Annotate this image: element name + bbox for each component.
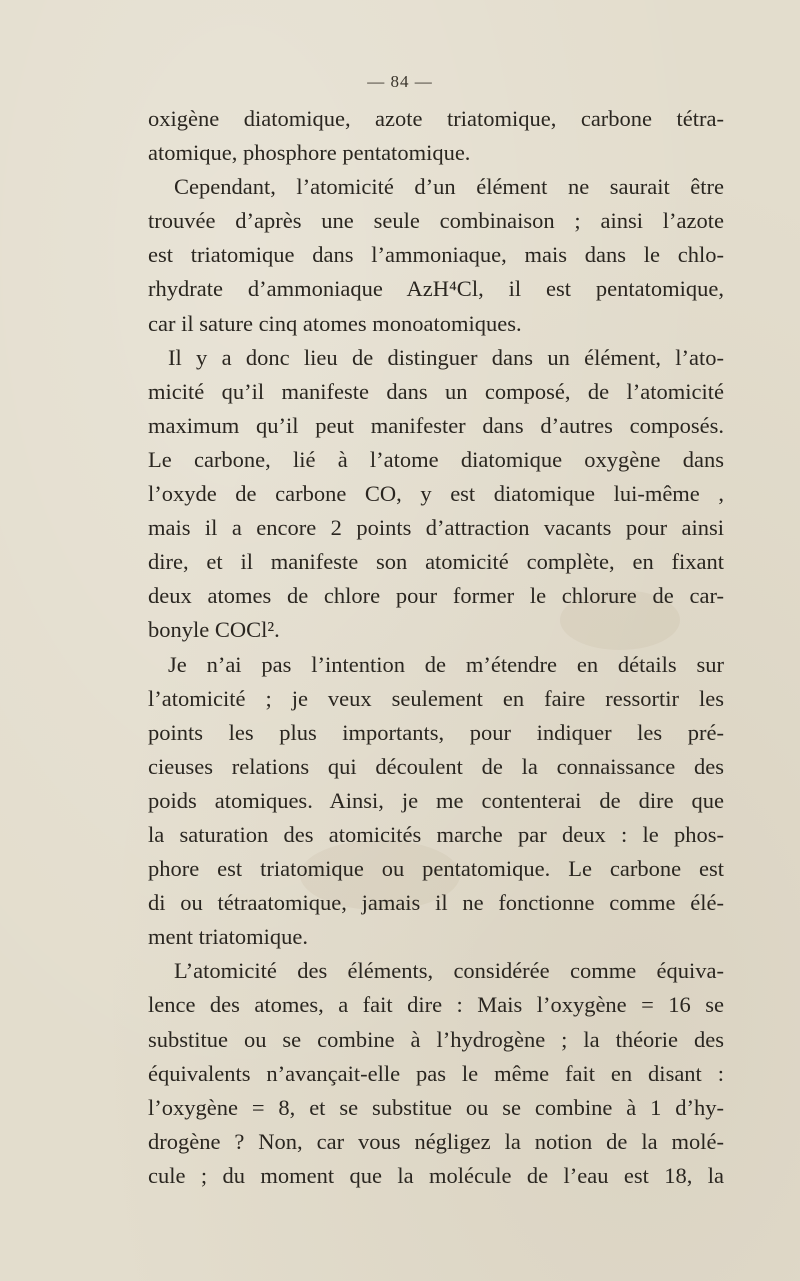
body-text bbox=[148, 102, 724, 1193]
text-line: poids atomiques. Ainsi, je me contenterai de dire que bbox=[148, 787, 724, 813]
text-line: l’oxyde de carbone CO, y est diatomique lui-même , bbox=[148, 481, 724, 507]
text-line: cule ; du moment que la molécule de l’eau est 18, la bbox=[148, 1162, 724, 1188]
text-line: micité qu’il manifeste dans un composé, de l’atomicité bbox=[148, 378, 724, 404]
text-line: atomique, phosphore pentatomique. bbox=[148, 140, 471, 166]
text-line: la saturation des atomicités marche par deux : le phos- bbox=[148, 821, 724, 847]
text-line: maximum qu’il peut manifester dans d’autres composés. bbox=[148, 412, 724, 438]
text-line: lence des atomes, a fait dire : Mais l’oxygène = 16 se bbox=[148, 992, 724, 1018]
text-line: ment triatomique. bbox=[148, 924, 308, 950]
page-number: — 84 — bbox=[367, 72, 433, 91]
text-line: cieuses relations qui découlent de la connaissance des bbox=[148, 753, 724, 779]
text-line: Cependant, l’atomicité d’un élément ne saurait être bbox=[174, 174, 724, 200]
text-line: car il sature cinq atomes monoatomiques. bbox=[148, 310, 522, 336]
text-line: trouvée d’après une seule combinaison ; ainsi l’azote bbox=[148, 208, 724, 234]
text-line: l’atomicité ; je veux seulement en faire ressortir les bbox=[148, 685, 724, 711]
text-line: équivalents n’avançait-elle pas le même fait en disant : bbox=[148, 1060, 724, 1086]
text-line: oxigène diatomique, azote triatomique, carbone tétra- bbox=[148, 106, 724, 131]
text-line: l’oxygène = 8, et se substitue ou se combine à 1 d’hy- bbox=[148, 1094, 724, 1120]
text-line: dire, et il manifeste son atomicité complète, en fixant bbox=[148, 549, 724, 575]
text-line: deux atomes de chlore pour former le chlorure de car- bbox=[148, 583, 724, 609]
text-line: rhydrate d’ammoniaque AzH⁴Cl, il est pentatomique, bbox=[148, 276, 724, 302]
text-line: mais il a encore 2 points d’attraction vacants pour ainsi bbox=[148, 515, 724, 541]
text-line: di ou tétraatomique, jamais il ne fonctionne comme élé- bbox=[148, 890, 724, 916]
text-line: Je n’ai pas l’intention de m’étendre en détails sur bbox=[168, 651, 724, 677]
text-line: Le carbone, lié à l’atome diatomique oxygène dans bbox=[148, 446, 724, 472]
text-line: phore est triatomique ou pentatomique. Le carbone est bbox=[148, 856, 724, 882]
text-line: points les plus importants, pour indiquer les pré- bbox=[148, 719, 724, 745]
text-line: L’atomicité des éléments, considérée comme équiva- bbox=[174, 958, 724, 984]
text-line: est triatomique dans l’ammoniaque, mais dans le chlo- bbox=[148, 242, 724, 268]
text-line: bonyle COCl². bbox=[148, 617, 280, 643]
text-line: drogène ? Non, car vous négligez la notion de la molé- bbox=[148, 1128, 724, 1154]
text-line: substitue ou se combine à l’hydrogène ; la théorie des bbox=[148, 1026, 724, 1052]
text-line: Il y a donc lieu de distinguer dans un élément, l’ato- bbox=[168, 344, 724, 370]
